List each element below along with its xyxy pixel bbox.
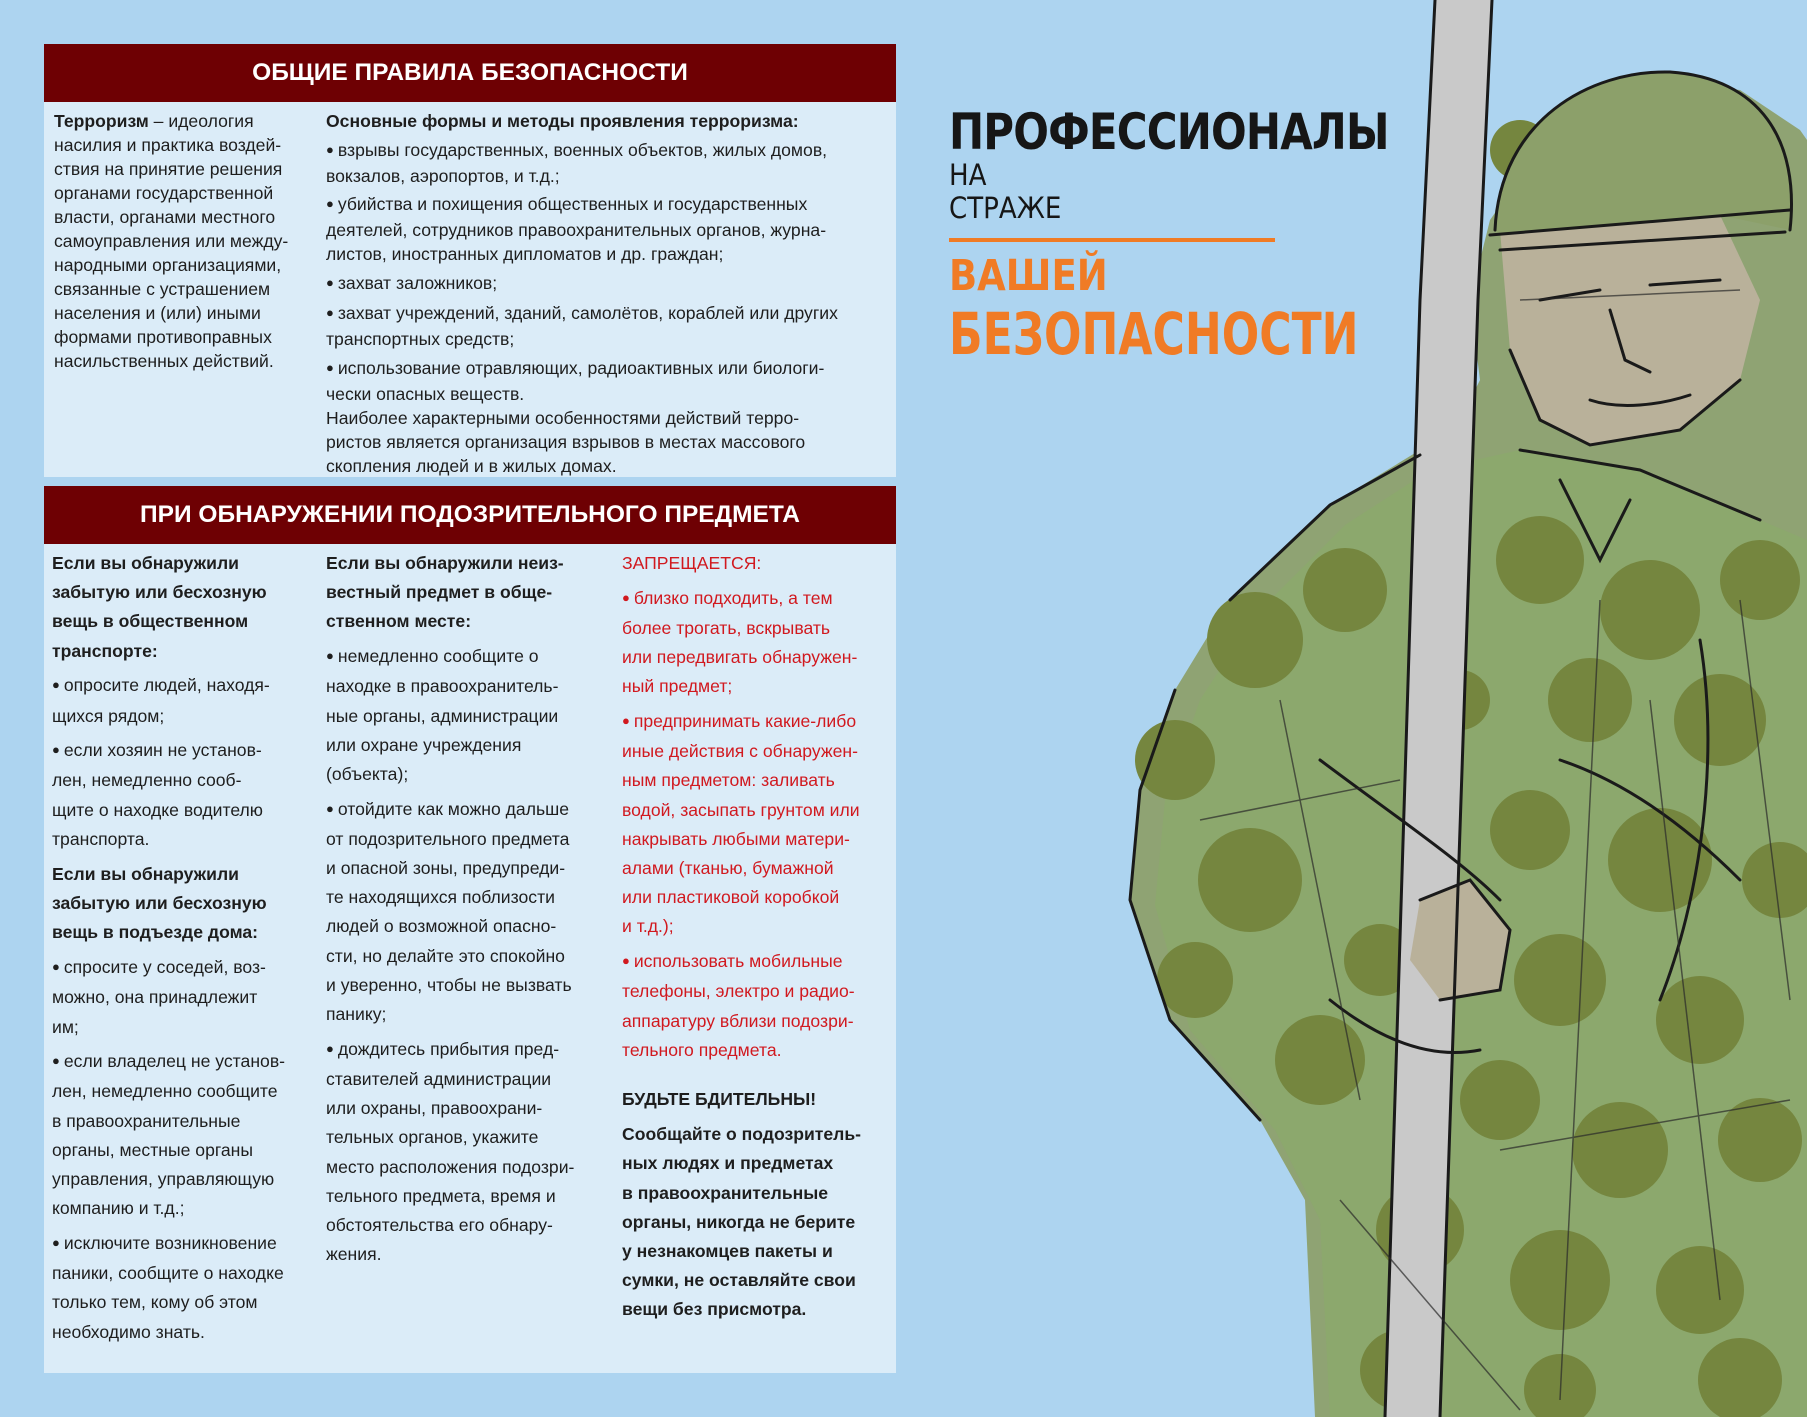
definition-line: самоуправления или между-: [54, 231, 289, 251]
list-item: ● использовать мобильные телефоны, электро и радио- аппаратуру вблизи подозри- тельного предмета.: [622, 951, 855, 1060]
definition-line: народными организациями,: [54, 255, 282, 275]
general-rules-panel: [44, 44, 896, 477]
prohibited-column: [622, 549, 892, 1325]
definition-line: насильственных действий.: [54, 351, 274, 371]
bullet-icon: ●: [622, 953, 630, 969]
bullet-icon: ●: [326, 196, 334, 211]
list-item: ● дождитесь прибытия пред- ставителей администрации или охраны, правоохрани- тельных органов, укажите место расположения подозри- тельного предмета, время и обстоятельства его обнару- жения.: [326, 1038, 575, 1265]
poster-title-line5: БЕЗОПАСНОСТИ: [949, 300, 1359, 368]
transport-column: [52, 549, 317, 1347]
bullet-icon: ●: [52, 959, 60, 975]
list-item: ● если владелец не установ- лен, немедленно сообщите в правоохранительные органы, местные органы управления, управляющую компанию и т.д.;: [52, 1051, 286, 1219]
bullet-icon: ●: [622, 589, 630, 605]
transport-heading: Если вы обнаружили забытую или бесхозную вещь в общественном транспорте:: [52, 553, 267, 661]
bullet-icon: ●: [52, 1234, 60, 1250]
bullet-icon: ●: [326, 648, 334, 664]
terrorism-definition: [54, 109, 319, 373]
list-item: ● близко подходить, а тем более трогать, вскрывать или передвигать обнаружен- ный предмет;: [622, 587, 858, 697]
list-item: ● немедленно сообщите о находке в правоохранитель- ные органы, администрации или охране учреждения (объекта);: [326, 646, 559, 784]
list-item: ● отойдите как можно дальше от подозрительного предмета и опасной зоны, предупреди- те находящихся поблизости людей о возможной опасно- сти, но делайте это спокойно и уверенно, чтобы не вызвать панику;: [326, 798, 572, 1025]
list-item: ● спросите у соседей, воз- можно, она принадлежит им;: [52, 957, 266, 1037]
list-item: ● если хозяин не установ- лен, немедленно сооб- щите о находке водителю транспорта.: [52, 740, 264, 849]
public-place-heading: Если вы обнаружили неиз- вестный предмет в обще- ственном месте:: [326, 553, 564, 632]
suspicious-object-header: ПРИ ОБНАРУЖЕНИИ ПОДОЗРИТЕЛЬНОГО ПРЕДМЕТА: [44, 486, 896, 544]
terrorism-forms: [326, 109, 892, 478]
general-rules-header: ОБЩИЕ ПРАВИЛА БЕЗОПАСНОСТИ: [44, 44, 896, 102]
vigilant-heading: БУДЬТЕ БДИТЕЛЬНЫ!: [622, 1088, 817, 1109]
bullet-icon: ●: [52, 742, 60, 758]
list-item: ● использование отравляющих, радиоактивных или биологи- чески опасных веществ.: [326, 357, 825, 404]
public-place-column: [326, 549, 606, 1269]
definition-line: связанные с устрашением: [54, 279, 271, 299]
forms-heading: Основные формы и методы проявления терроризма:: [326, 111, 799, 131]
bullet-icon: ●: [52, 677, 60, 693]
poster-title-line2: НА: [949, 158, 987, 192]
list-item: ● захват заложников;: [326, 272, 498, 293]
poster-title-line3: СТРАЖЕ: [949, 191, 1062, 225]
suspicious-object-panel: [44, 486, 896, 1373]
entrance-heading: Если вы обнаружили забытую или бесхозную вещь в подъезде дома:: [52, 864, 267, 943]
poster-title-line4: ВАШЕЙ: [949, 251, 1108, 301]
definition-line: ствия на принятие решения: [54, 159, 283, 179]
closing-paragraph: Наиболее характерными особенностями действий терро- ристов является организация взрывов в местах массового скопления людей и в жилых домах.: [326, 407, 806, 476]
bullet-icon: ●: [326, 141, 334, 157]
definition-line: формами противоправных: [54, 327, 272, 347]
list-item: ● захват учреждений, зданий, самолётов, кораблей или других транспортных средств;: [326, 303, 838, 349]
definition-term: Терроризм: [54, 111, 149, 131]
title-divider: [949, 238, 1275, 242]
bullet-icon: ●: [326, 274, 334, 290]
list-item: ● взрывы государственных, военных объектов, жилых домов, вокзалов, аэропортов, и т.д.;: [326, 139, 828, 186]
list-item: ● опросите людей, находя- щихся рядом;: [52, 675, 270, 726]
definition-line: насилия и практика воздей-: [54, 135, 282, 155]
bullet-icon: ●: [52, 1053, 60, 1069]
list-item: ● убийства и похищения общественных и государственных деятелей, сотрудников правоохранительных органов, журна- листов, иностранных дипломатов и др. граждан;: [326, 194, 827, 264]
definition-line: – идеология: [148, 111, 254, 131]
definition-line: власти, органами местного: [54, 207, 276, 227]
bullet-icon: ●: [326, 305, 334, 320]
bullet-icon: ●: [622, 713, 630, 729]
list-item: ● исключите возникновение паники, сообщите о находке только тем, кому об этом необходимо знать.: [52, 1232, 284, 1342]
definition-line: органами государственной: [54, 183, 274, 203]
prohibited-heading: ЗАПРЕЩАЕТСЯ:: [622, 553, 762, 573]
vigilant-text: Сообщайте о подозритель- ных людях и предметах в правоохранительные органы, никогда не берите у незнакомцев пакеты и сумки, не оставляйте свои вещи без присмотра.: [622, 1124, 862, 1320]
poster-title: [949, 105, 1472, 225]
definition-line: населения и (или) иными: [54, 303, 261, 323]
bullet-icon: ●: [326, 800, 334, 816]
list-item: ● предпринимать какие-либо иные действия с обнаружен- ным предметом: заливать водой, засыпать грунтом или накрывать любыми матери- алами (тканью, бумажной или пластиковой коробкой и т.д.);: [622, 711, 860, 937]
poster-title-line1: ПРОФЕССИОНАЛЫ: [949, 103, 1389, 161]
bullet-icon: ●: [326, 359, 334, 375]
bullet-icon: ●: [326, 1040, 334, 1056]
